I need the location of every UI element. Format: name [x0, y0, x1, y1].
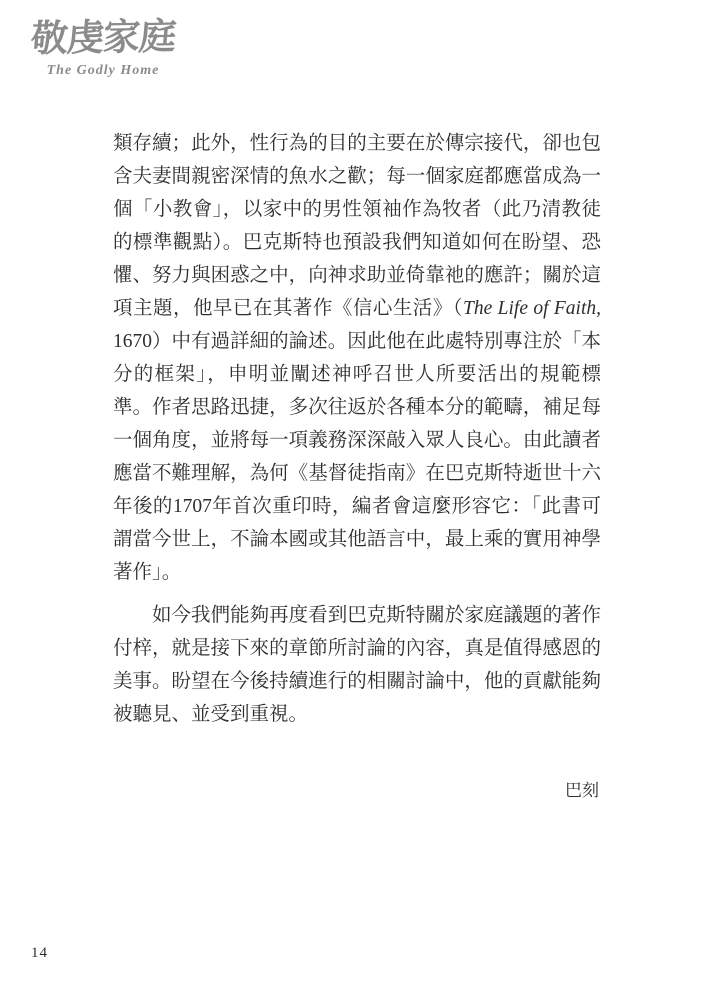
inline-book-title-italic: The Life of Faith, — [463, 298, 601, 319]
publisher-logo — [28, 12, 178, 79]
page-number: 14 — [31, 945, 48, 961]
page-body-text — [113, 127, 601, 803]
logo-chinese-calligraphy: 敬虔家庭 — [29, 16, 177, 61]
paragraph-1-text-start: 類存續；此外，性行為的目的主要在於傳宗接代，卻也包含夫妻間親密深情的魚水之歡；每一個家庭都應當成為一個「小教會」，以家中的男性領袖作為牧者（此乃清教徒的標準觀點）。巴克斯特也預設我們知道如何在盼望、恐懼、努力與困惑之中，向神求助並倚靠祂的應許；關於這項主題，他早已在其著作《信心生活》（ — [113, 133, 601, 319]
paragraph-2: 如今我們能夠再度看到巴克斯特關於家庭議題的著作付梓，就是接下來的章節所討論的內容，真是值得感恩的美事。盼望在今後持續進行的相關討論中，他的貢獻能夠被聽見、並受到重視。 — [113, 605, 601, 725]
logo-english-subtitle: The Godly Home — [46, 62, 160, 78]
paragraph-1-text-end: 1670）中有過詳細的論述。因此他在此處特別專注於「本分的框架」，申明並闡述神呼召世人所要活出的規範標準。作者思路迅捷，多次往返於各種本分的範疇，補足每一個角度，並將每一項義務深深敲入眾人良心。由此讀者應當不難理解，為何《基督徒指南》在巴克斯特逝世十六年後的1707年首次重印時，編者會這麼形容它：「此書可謂當今世上，不論本國或其他語言中，最上乘的實用神學著作」。 — [113, 331, 601, 583]
paragraph-1 — [113, 127, 601, 589]
author-signature: 巴刻 — [565, 781, 599, 800]
